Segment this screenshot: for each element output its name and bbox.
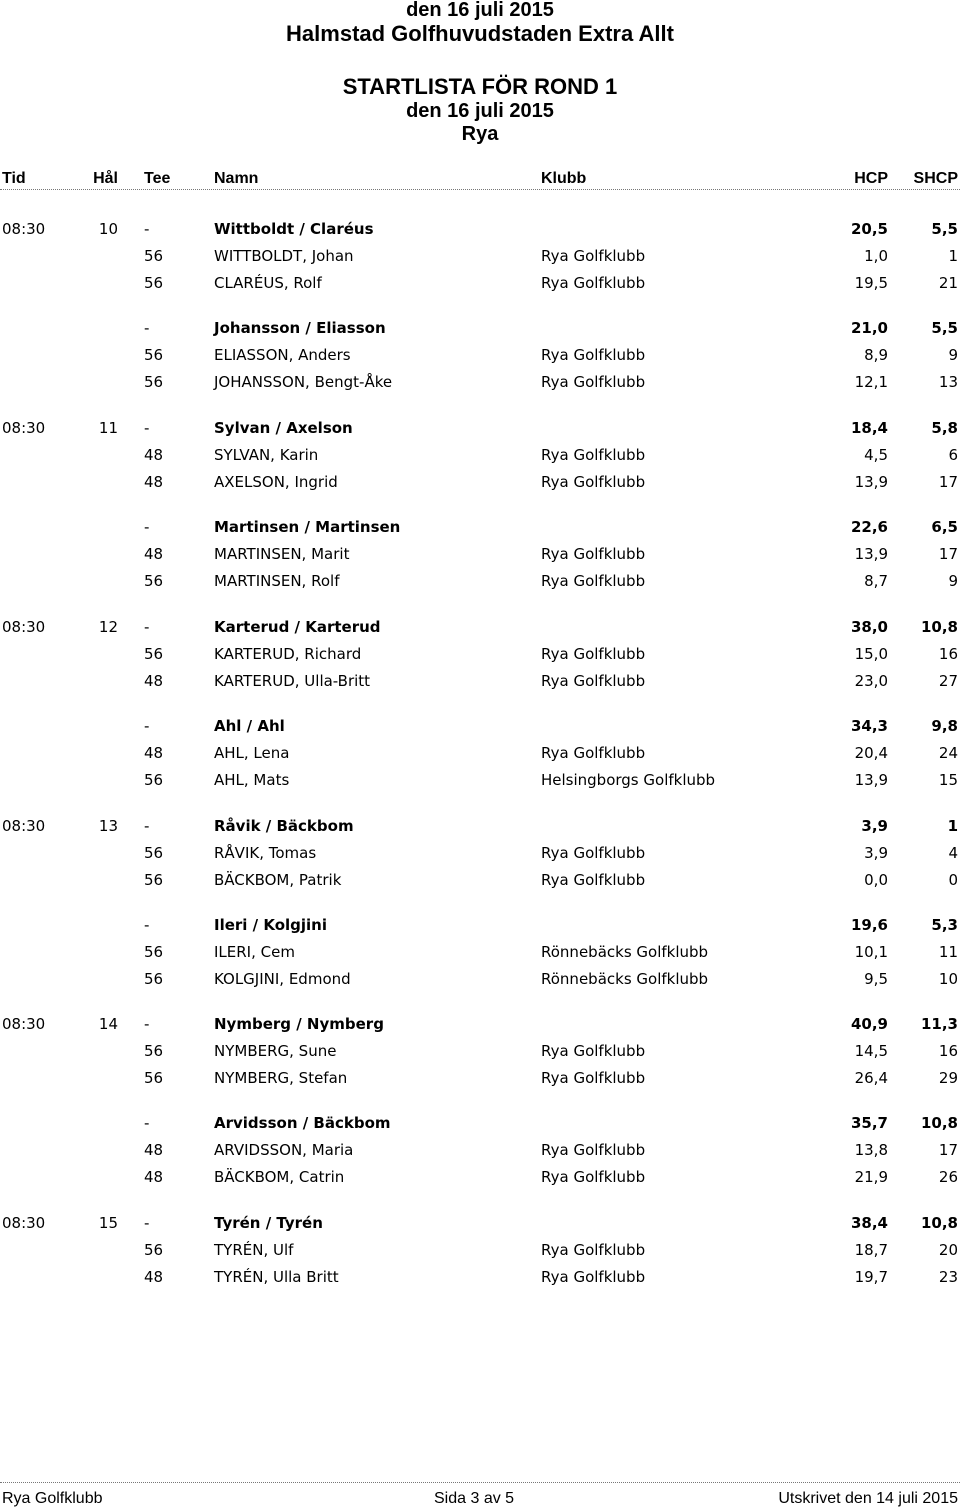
player-tee: 56 [144,572,164,590]
start-time: 08:30 [2,817,46,835]
player-hcp: 21,9 [854,1168,888,1186]
player-club: Rya Golfklubb [541,346,646,364]
player-hcp: 23,0 [854,672,888,690]
player-club: Rya Golfklubb [541,1268,646,1286]
player-hcp: 19,5 [854,274,888,292]
player-name: BÄCKBOM, Patrik [214,871,342,889]
player-tee: 56 [144,844,164,862]
player-name: TYRÉN, Ulla Britt [214,1268,339,1286]
player-hcp: 15,0 [854,645,888,663]
player-row [0,543,960,565]
player-hcp: 8,7 [864,572,888,590]
player-name: KOLGJINI, Edmond [214,970,351,988]
team-shcp: 10,8 [920,618,958,636]
team-tee: - [144,717,150,735]
player-row [0,1166,960,1188]
team-row [0,417,960,439]
footer-page: Sida 3 av 5 [434,1490,515,1507]
player-club: Rya Golfklubb [541,473,646,491]
player-shcp: 15 [938,771,958,789]
team-name: Ileri / Kolgjini [214,916,328,934]
team-tee: - [144,419,150,437]
player-club: Rya Golfklubb [541,572,646,590]
team-name: Johansson / Eliasson [214,319,386,337]
player-hcp: 12,1 [854,373,888,391]
player-club: Rya Golfklubb [541,1141,646,1159]
tournament-title: Halmstad Golfhuvudstaden Extra Allt [286,21,674,46]
player-shcp: 13 [938,373,958,391]
hole-number: 10 [98,220,118,238]
player-hcp: 13,9 [854,473,888,491]
player-shcp: 6 [948,446,958,464]
team-tee: - [144,1214,150,1232]
team-name: Sylvan / Axelson [214,419,353,437]
player-hcp: 9,5 [864,970,888,988]
player-shcp: 10 [938,970,958,988]
player-hcp: 13,9 [854,771,888,789]
player-tee: 56 [144,871,164,889]
start-time: 08:30 [2,220,46,238]
player-shcp: 9 [948,346,958,364]
player-club: Helsingborgs Golfklubb [541,771,716,789]
player-name: WITTBOLDT, Johan [214,247,354,265]
team-tee: - [144,220,150,238]
player-tee: 48 [144,1268,164,1286]
player-row [0,742,960,764]
player-name: NYMBERG, Stefan [214,1069,348,1087]
player-row [0,670,960,692]
player-tee: 48 [144,672,164,690]
player-row [0,643,960,665]
team-row [0,516,960,538]
team-shcp: 9,8 [931,717,958,735]
player-name: ILERI, Cem [214,943,295,961]
team-shcp: 1 [947,817,958,835]
player-shcp: 0 [948,871,958,889]
player-hcp: 3,9 [864,844,888,862]
team-shcp: 6,5 [931,518,958,536]
player-shcp: 17 [938,1141,958,1159]
player-hcp: 18,7 [854,1241,888,1259]
player-club: Rya Golfklubb [541,1069,646,1087]
player-row [0,1266,960,1288]
start-time: 08:30 [2,1015,46,1033]
player-tee: 56 [144,346,164,364]
player-club: Rönnebäcks Golfklubb [541,970,709,988]
player-tee: 48 [144,473,164,491]
player-hcp: 1,0 [864,247,888,265]
team-shcp: 10,8 [920,1114,958,1132]
team-name: Wittboldt / Claréus [214,220,374,238]
player-tee: 56 [144,373,164,391]
column-header-row [0,168,960,190]
player-name: RÅVIK, Tomas [214,844,317,862]
player-club: Rya Golfklubb [541,247,646,265]
hole-number: 13 [98,817,118,835]
team-name: Ahl / Ahl [214,717,285,735]
player-tee: 48 [144,545,164,563]
player-shcp: 26 [938,1168,958,1186]
team-tee: - [144,1114,150,1132]
round-title: STARTLISTA FÖR ROND 1 [342,74,618,99]
player-tee: 48 [144,1168,164,1186]
column-hal: Hål [93,170,118,187]
hole-number: 14 [98,1015,118,1033]
player-club: Rya Golfklubb [541,545,646,563]
player-tee: 56 [144,771,164,789]
team-tee: - [144,618,150,636]
team-shcp: 5,3 [931,916,958,934]
player-club: Rönnebäcks Golfklubb [541,943,709,961]
round-date: den 16 juli 2015 [406,100,554,122]
team-name: Arvidsson / Bäckbom [214,1114,391,1132]
player-name: KARTERUD, Ulla-Britt [214,672,371,690]
player-shcp: 21 [938,274,958,292]
player-hcp: 14,5 [854,1042,888,1060]
player-row [0,1139,960,1161]
column-tid: Tid [2,170,26,187]
player-club: Rya Golfklubb [541,844,646,862]
team-hcp: 34,3 [850,717,888,735]
column-namn: Namn [214,170,259,187]
player-tee: 56 [144,247,164,265]
player-tee: 48 [144,446,164,464]
team-row [0,1212,960,1234]
team-shcp: 5,8 [931,419,958,437]
player-row [0,869,960,891]
player-tee: 56 [144,943,164,961]
player-hcp: 10,1 [854,943,888,961]
player-hcp: 4,5 [864,446,888,464]
date-top: den 16 juli 2015 [406,0,554,21]
team-hcp: 3,9 [861,817,888,835]
team-hcp: 38,4 [850,1214,888,1232]
team-shcp: 10,8 [920,1214,958,1232]
player-row [0,769,960,791]
player-row [0,1067,960,1089]
team-hcp: 19,6 [850,916,888,934]
player-shcp: 1 [948,247,958,265]
player-tee: 56 [144,1241,164,1259]
hole-number: 15 [98,1214,118,1232]
player-row [0,444,960,466]
footer-printed: Utskrivet den 14 juli 2015 [778,1490,958,1507]
team-row [0,914,960,936]
team-hcp: 20,5 [850,220,888,238]
hole-number: 11 [98,419,118,437]
player-club: Rya Golfklubb [541,871,646,889]
player-tee: 56 [144,1042,164,1060]
team-name: Martinsen / Martinsen [214,518,401,536]
team-row [0,715,960,737]
team-row [0,815,960,837]
team-name: Tyrén / Tyrén [214,1214,323,1232]
player-row [0,842,960,864]
player-name: CLARÉUS, Rolf [214,274,322,292]
player-name: SYLVAN, Karin [214,446,319,464]
player-hcp: 19,7 [854,1268,888,1286]
team-tee: - [144,319,150,337]
player-name: BÄCKBOM, Catrin [214,1168,345,1186]
player-row [0,570,960,592]
player-hcp: 8,9 [864,346,888,364]
player-hcp: 13,8 [854,1141,888,1159]
player-hcp: 20,4 [854,744,888,762]
player-row [0,471,960,493]
player-row [0,1239,960,1261]
player-shcp: 4 [948,844,958,862]
team-hcp: 38,0 [850,618,888,636]
player-club: Rya Golfklubb [541,672,646,690]
player-hcp: 26,4 [854,1069,888,1087]
team-row [0,616,960,638]
player-shcp: 20 [938,1241,958,1259]
player-shcp: 16 [938,645,958,663]
player-name: ELIASSON, Anders [214,346,351,364]
player-name: AXELSON, Ingrid [214,473,338,491]
player-name: JOHANSSON, Bengt-Åke [214,373,393,391]
player-shcp: 29 [938,1069,958,1087]
team-row [0,1112,960,1134]
team-name: Råvik / Bäckbom [214,817,354,835]
player-name: AHL, Mats [214,771,290,789]
team-tee: - [144,817,150,835]
club-title: Rya [461,123,499,145]
player-row [0,1040,960,1062]
player-name: NYMBERG, Sune [214,1042,337,1060]
player-row [0,968,960,990]
column-shcp: SHCP [913,170,958,187]
player-tee: 48 [144,744,164,762]
column-hcp: HCP [854,170,888,187]
player-shcp: 17 [938,545,958,563]
player-shcp: 27 [938,672,958,690]
player-shcp: 11 [938,943,958,961]
player-row [0,245,960,267]
team-shcp: 5,5 [931,220,958,238]
player-shcp: 16 [938,1042,958,1060]
team-shcp: 11,3 [920,1015,958,1033]
player-shcp: 9 [948,572,958,590]
team-hcp: 35,7 [850,1114,888,1132]
start-time: 08:30 [2,419,46,437]
team-tee: - [144,916,150,934]
team-hcp: 40,9 [850,1015,888,1033]
player-row [0,371,960,393]
team-tee: - [144,518,150,536]
player-name: AHL, Lena [214,744,290,762]
column-klubb: Klubb [541,170,587,187]
player-tee: 56 [144,645,164,663]
team-name: Karterud / Karterud [214,618,381,636]
player-club: Rya Golfklubb [541,1168,646,1186]
player-name: MARTINSEN, Marit [214,545,350,563]
player-tee: 48 [144,1141,164,1159]
page-footer [0,1482,960,1511]
start-time: 08:30 [2,618,46,636]
team-shcp: 5,5 [931,319,958,337]
player-name: TYRÉN, Ulf [214,1241,294,1259]
player-club: Rya Golfklubb [541,645,646,663]
team-row [0,218,960,240]
player-shcp: 17 [938,473,958,491]
player-shcp: 24 [938,744,958,762]
player-name: KARTERUD, Richard [214,645,362,663]
player-club: Rya Golfklubb [541,1042,646,1060]
player-shcp: 23 [938,1268,958,1286]
team-name: Nymberg / Nymberg [214,1015,384,1033]
player-name: ARVIDSSON, Maria [214,1141,354,1159]
player-club: Rya Golfklubb [541,446,646,464]
start-time: 08:30 [2,1214,46,1232]
player-row [0,941,960,963]
team-row [0,1013,960,1035]
player-hcp: 0,0 [864,871,888,889]
team-hcp: 18,4 [850,419,888,437]
player-tee: 56 [144,274,164,292]
player-row [0,344,960,366]
player-hcp: 13,9 [854,545,888,563]
player-club: Rya Golfklubb [541,373,646,391]
player-row [0,272,960,294]
player-club: Rya Golfklubb [541,274,646,292]
player-club: Rya Golfklubb [541,1241,646,1259]
player-name: MARTINSEN, Rolf [214,572,340,590]
player-tee: 56 [144,1069,164,1087]
footer-club: Rya Golfklubb [2,1490,103,1507]
hole-number: 12 [98,618,118,636]
team-hcp: 22,6 [850,518,888,536]
column-tee: Tee [144,170,171,187]
player-club: Rya Golfklubb [541,744,646,762]
team-hcp: 21,0 [850,319,888,337]
player-tee: 56 [144,970,164,988]
team-row [0,317,960,339]
team-tee: - [144,1015,150,1033]
